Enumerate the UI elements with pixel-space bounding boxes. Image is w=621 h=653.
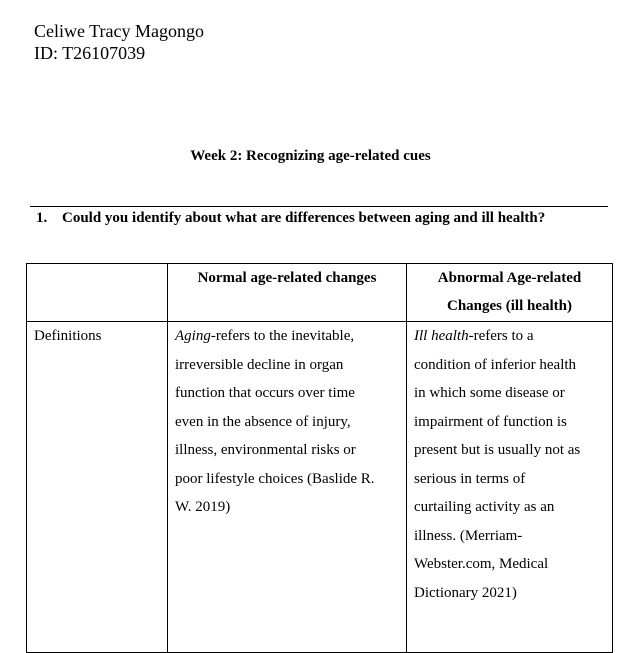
normal-line-2: irreversible decline in organ [175,356,344,373]
normal-definition-cell [168,322,407,653]
abnormal-line-7: curtailing activity as an [414,499,555,515]
normal-line-1: Aging-refers to the inevitable, [175,328,355,344]
header-normal-changes [168,264,407,322]
abnormal-line-6: serious in terms of [414,470,526,487]
normal-line-5: illness, environmental risks or [175,442,356,458]
header-abnormal-line-2: Changes (ill health) [446,298,572,314]
divider [30,206,608,207]
question-text: Could you identify about what are differences between aging and ill health? [62,210,546,226]
header-normal-line: Normal age-related changes [197,270,377,286]
abnormal-definition-cell [407,322,613,653]
header-empty-cell [27,264,168,322]
normal-line-4: even in the absence of injury, [175,413,351,430]
abnormal-line-2: condition of inferior health [414,356,577,373]
normal-line-6: poor lifestyle choices (Baslide R. [175,470,375,487]
abnormal-line-4: impairment of function is [414,413,567,430]
abnormal-term: Ill health [414,328,469,344]
abnormal-line-5: present but is usually not as [414,442,581,458]
question-number: 1. [36,210,48,226]
abnormal-line-8: illness. (Merriam- [414,527,523,544]
normal-line-7: W. 2019) [175,499,231,515]
row-label-definitions: Definitions [27,322,168,653]
abnormal-line-1: Ill health-refers to a [414,328,534,344]
question [36,208,545,228]
student-id: ID: T26107039 [34,43,146,63]
page-title: Week 2: Recognizing age-related cues [190,148,431,164]
normal-term: Aging [175,328,211,344]
normal-line-3: function that occurs over time [175,385,355,401]
table-row [27,322,613,653]
author-name: Celiwe Tracy Magongo [34,21,204,41]
header-abnormal-line-1: Abnormal Age-related [437,270,582,286]
table-header-row [27,264,613,322]
abnormal-line-3: in which some disease or [414,385,565,401]
header-abnormal-changes [407,264,613,322]
abnormal-line-10: Dictionary 2021) [414,584,517,601]
comparison-table [26,263,613,653]
abnormal-line-9: Webster.com, Medical [414,556,549,572]
